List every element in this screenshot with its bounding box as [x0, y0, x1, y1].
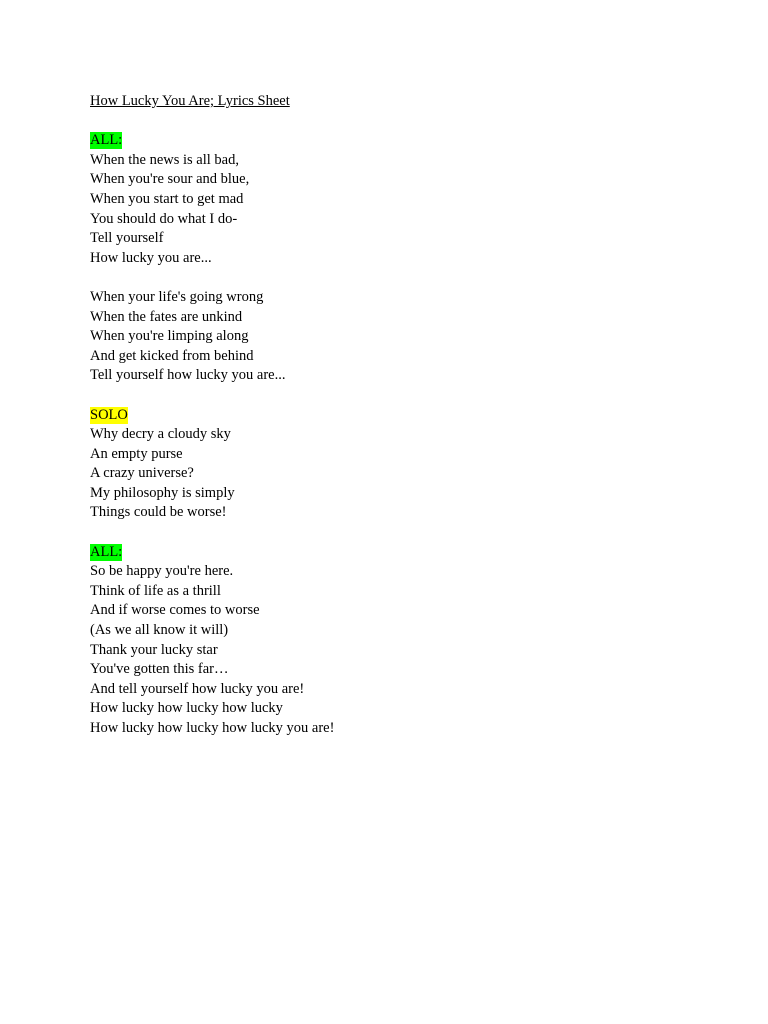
lyric-line: When the news is all bad, [90, 151, 239, 168]
lyric-line: When you're limping along [90, 328, 249, 345]
section-label-solo: SOLO [90, 406, 128, 423]
lyric-line: Think of life as a thrill [90, 582, 221, 599]
lyric-line: You should do what I do- [90, 210, 238, 227]
lyric-line: Why decry a cloudy sky [90, 426, 231, 443]
document-title: How Lucky You Are; Lyrics Sheet [90, 93, 290, 109]
lyrics-sheet [90, 92, 334, 739]
section-all-2 [90, 543, 334, 739]
lyric-line: When you start to get mad [90, 190, 244, 207]
lyric-line: How lucky how lucky how lucky [90, 700, 283, 717]
lyric-line: How lucky how lucky how lucky you are! [90, 720, 335, 736]
lyric-line: Things could be worse! [90, 504, 227, 521]
section-label-all: ALL: [90, 543, 123, 560]
lyric-line: You've gotten this far… [90, 661, 229, 678]
lyric-line: Tell yourself [90, 230, 164, 247]
section-solo [90, 406, 334, 524]
lyric-line: An empty purse [90, 445, 183, 462]
lyric-line: (As we all know it will) [90, 622, 229, 639]
lyric-line: Tell yourself how lucky you are... [90, 367, 286, 384]
lyric-line: A crazy universe? [90, 465, 194, 482]
lyric-line: When your life's going wrong [90, 288, 264, 305]
lyric-line: And tell yourself how lucky you are! [90, 680, 305, 697]
lyric-line: When the fates are unkind [90, 308, 243, 325]
lyric-line: And if worse comes to worse [90, 602, 260, 619]
lyric-line: So be happy you're here. [90, 563, 234, 580]
section-label-all: ALL: [90, 132, 123, 149]
lyric-line: And get kicked from behind [90, 347, 254, 364]
lyric-line: When you're sour and blue, [90, 171, 250, 188]
section-all-1 [90, 131, 334, 386]
lyric-line: How lucky you are... [90, 249, 212, 266]
lyric-line: Thank your lucky star [90, 641, 218, 658]
lyric-line: My philosophy is simply [90, 484, 235, 501]
